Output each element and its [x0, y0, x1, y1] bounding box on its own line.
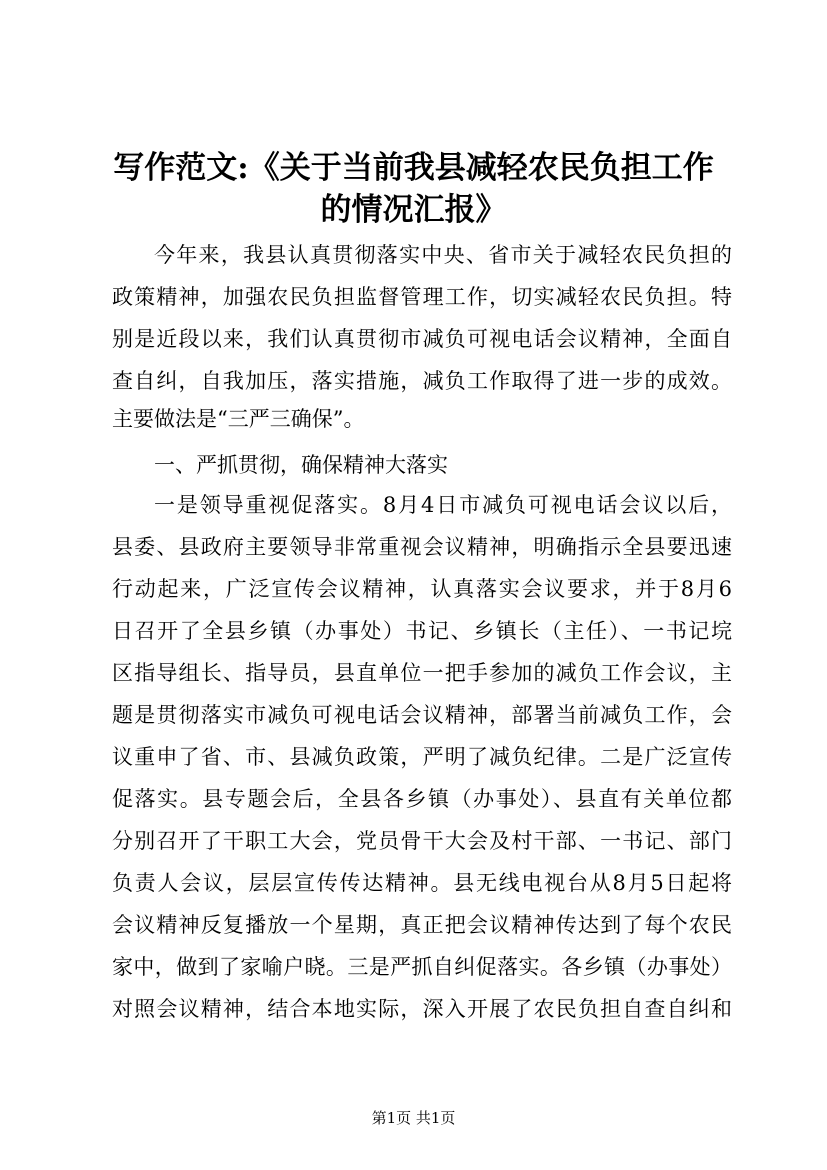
section-heading: 一、严抓贯彻，确保精神大落实	[154, 453, 448, 477]
paragraph-line: 行动起来，广泛宣传会议精神，认真落实会议要求，并于8月6	[112, 577, 732, 601]
paragraph-line: 主要做法是“三严三确保”。	[112, 407, 365, 431]
paragraph-line: 一是领导重视促落实。8月4日市减负可视电话会议以后，	[154, 493, 732, 517]
paragraph-line: 今年来，我县认真贯彻落实中央、省市关于减轻农民负担的	[154, 243, 732, 267]
paragraph-line: 负责人会议，层层宣传传达精神。县无线电视台从8月5日起将	[112, 871, 732, 895]
paragraph-line: 政策精神，加强农民负担监督管理工作，切实减轻农民负担。特	[112, 285, 732, 309]
paragraph-line: 会议精神反复播放一个星期，真正把会议精神传达到了每个农民	[112, 913, 732, 937]
paragraph-line: 别是近段以来，我们认真贯彻市减负可视电话会议精神，全面自	[112, 327, 732, 351]
page-footer: 第1页 共1页	[371, 1109, 456, 1127]
document-title-line-2: 的情况汇报》	[320, 192, 507, 228]
paragraph-line: 分别召开了干职工大会，党员骨干大会及村干部、一书记、部门	[112, 829, 732, 853]
paragraph-line: 促落实。县专题会后，全县各乡镇（办事处）、县直有关单位都	[112, 787, 732, 811]
paragraph-line: 区指导组长、指导员，县直单位一把手参加的减负工作会议，主	[112, 661, 732, 685]
paragraph-line: 县委、县政府主要领导非常重视会议精神，明确指示全县要迅速	[112, 535, 732, 559]
paragraph-line: 议重申了省、市、县减负政策，严明了减负纪律。二是广泛宣传	[112, 745, 732, 769]
paragraph-line: 家中，做到了家喻户晓。三是严抓自纠促落实。各乡镇（办事处）	[112, 955, 732, 979]
paragraph-line: 对照会议精神，结合本地实际，深入开展了农民负担自查自纠和	[112, 997, 732, 1021]
paragraph-line: 题是贯彻落实市减负可视电话会议精神，部署当前减负工作，会	[112, 703, 732, 727]
paragraph-line: 查自纠，自我加压，落实措施，减负工作取得了进一步的成效。	[112, 369, 732, 393]
paragraph-line: 日召开了全县乡镇（办事处）书记、乡镇长（主任）、一书记垸	[112, 619, 732, 643]
document-title-line-1: 写作范文:《关于当前我县减轻农民负担工作	[113, 150, 714, 186]
